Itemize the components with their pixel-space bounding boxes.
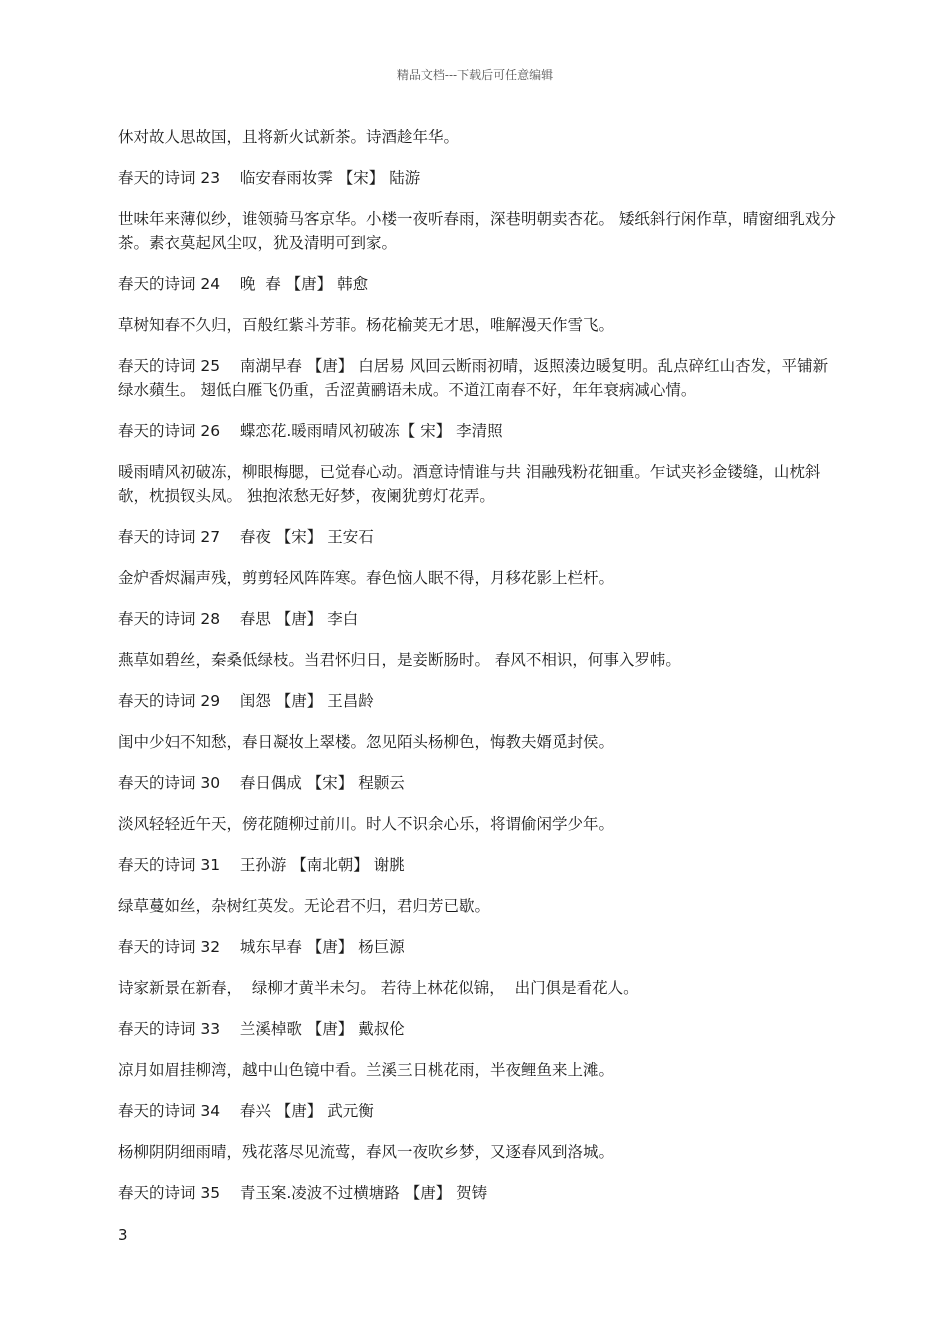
paragraph-body: 杨柳阴阴细雨晴，残花落尽见流莺，春风一夜吹乡梦，又逐春风到洛城。 bbox=[118, 1143, 615, 1161]
poem-heading: 春天的诗词 31 王孙游 【南北朝】 谢朓 bbox=[118, 856, 405, 874]
paragraph-body: 凉月如眉挂柳湾，越中山色镜中看。兰溪三日桃花雨，半夜鲤鱼来上滩。 bbox=[118, 1061, 615, 1079]
poem-heading: 春天的诗词 32 城东早春 【唐】 杨巨源 bbox=[118, 938, 405, 956]
poem-heading: 春天的诗词 33 兰溪棹歌 【唐】 戴叔伦 bbox=[118, 1020, 405, 1038]
paragraph-body: 世味年来薄似纱，谁领骑马客京华。小楼一夜听春雨，深巷明朝卖杏花。 矮纸斜行闲作草，晴窗细乳戏分茶。素衣莫起风尘叹，犹及清明可到家。 bbox=[118, 210, 836, 252]
poem-heading: 春天的诗词 27 春夜 【宋】 王安石 bbox=[118, 528, 374, 546]
paragraph-body: 绿草蔓如丝，杂树红英发。无论君不归，君归芳已歇。 bbox=[118, 897, 491, 915]
paragraph-body: 暖雨晴风初破冻，柳眼梅腮，已觉春心动。酒意诗情谁与共 泪融残粉花钿重。乍试夹衫金镂缝，山枕斜欹，枕损钗头凤。 独抱浓愁无好梦，夜阑犹剪灯花弄。 bbox=[118, 463, 821, 505]
poem-heading: 春天的诗词 25 南湖早春 【唐】 白居易 风回云断雨初晴，返照湊边暖复明。乱点碎红山杏发，平铺新绿水蘋生。 翅低白雁飞仍重，舌涩黄鹂语未成。不道江南春不好，年年衰病减心情。 bbox=[118, 357, 829, 399]
poem-heading: 春天的诗词 34 春兴 【唐】 武元衡 bbox=[118, 1102, 374, 1120]
paragraph-body: 金炉香烬漏声残，剪剪轻风阵阵寒。春色恼人眠不得，月移花影上栏杆。 bbox=[118, 569, 615, 587]
poem-heading: 春天的诗词 23 临安春雨妆霁 【宋】 陆游 bbox=[118, 169, 421, 187]
poem-heading: 春天的诗词 26 蝶恋花.暖雨晴风初破冻【 宋】 李清照 bbox=[118, 422, 503, 440]
paragraph-body: 诗家新景在新春， 绿柳才黄半未匀。 若待上林花似锦， 出门俱是看花人。 bbox=[118, 979, 639, 997]
paragraph-body: 休对故人思故国，且将新火试新茶。诗酒趁年华。 bbox=[118, 128, 460, 146]
poem-heading: 春天的诗词 30 春日偶成 【宋】 程颢云 bbox=[118, 774, 405, 792]
paragraph-body: 草树知春不久归，百般红紫斗芳菲。杨花榆荚无才思，唯解漫天作雪飞。 bbox=[118, 316, 615, 334]
poem-heading: 春天的诗词 29 闺怨 【唐】 王昌龄 bbox=[118, 692, 374, 710]
poem-heading: 春天的诗词 35 青玉案.凌波不过横塘路 【唐】 贺铸 bbox=[118, 1184, 488, 1202]
page-header: 精品文档---下载后可任意编辑 bbox=[396, 68, 554, 82]
poem-heading: 春天的诗词 24 晚 春 【唐】 韩愈 bbox=[118, 275, 369, 293]
paragraph-body: 闺中少妇不知愁，春日凝妆上翠楼。忽见陌头杨柳色，悔教夫婿觅封侯。 bbox=[118, 733, 615, 751]
paragraph-body: 淡风轻轻近午天，傍花随柳过前川。时人不识余心乐，将谓偷闲学少年。 bbox=[118, 815, 615, 833]
paragraph-body: 燕草如碧丝，秦桑低绿枝。当君怀归日，是妾断肠时。 春风不相识，何事入罗帏。 bbox=[118, 651, 681, 669]
poem-heading: 春天的诗词 28 春思 【唐】 李白 bbox=[118, 610, 359, 628]
document-body bbox=[118, 125, 838, 1222]
page-number: 3 bbox=[118, 1226, 128, 1244]
